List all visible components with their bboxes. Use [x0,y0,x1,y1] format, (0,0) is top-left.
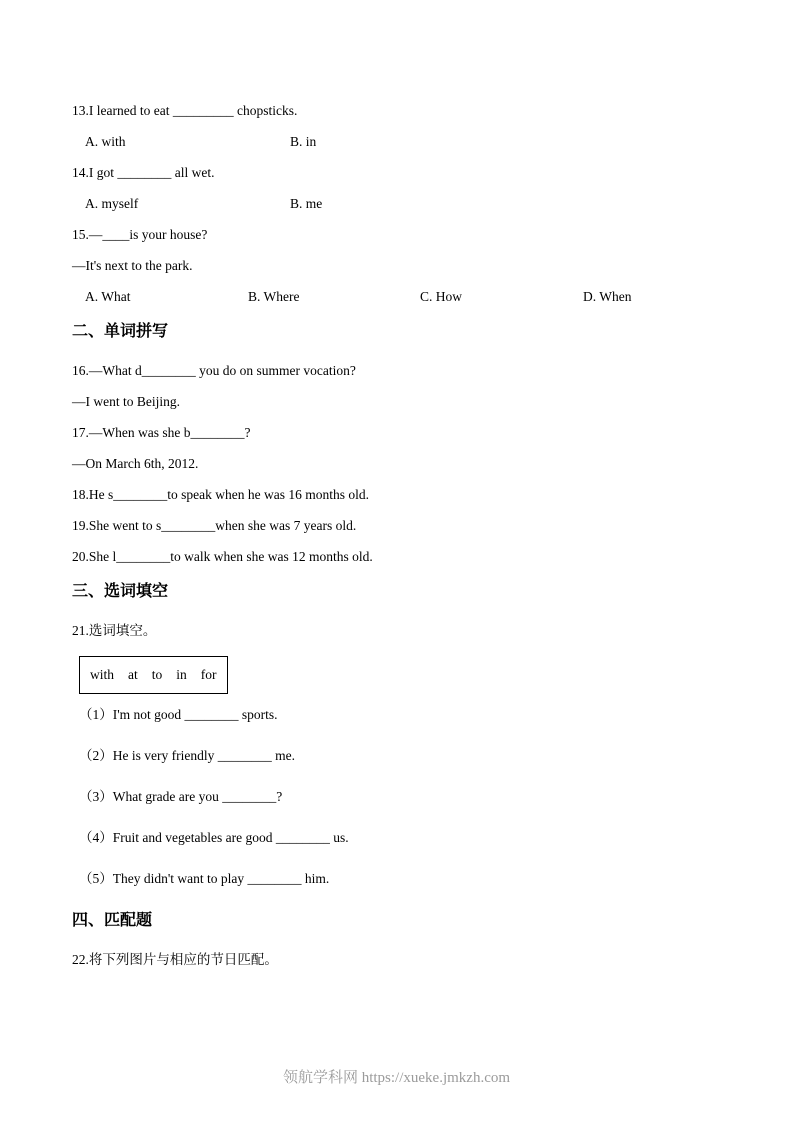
q21-item-2: （2）He is very friendly ________ me. [79,748,295,763]
q21-item-5: （5）They didn't want to play ________ him. [79,871,330,886]
word-bank-word-for: for [200,667,217,682]
word-bank-word-at: at [128,667,138,682]
section-3-title: 三、选词填空 [72,583,169,600]
question-21-stem: 21.选词填空。 [72,623,157,638]
question-13-options [72,126,721,157]
question-16-line-2: —I went to Beijing. [72,394,180,409]
question-15-options [72,281,721,312]
word-bank-word-to: to [151,667,163,682]
question-14-options [72,188,721,219]
word-bank-box [79,656,228,694]
option-15-d: D. When [583,289,632,304]
option-15-a: A. What [85,289,131,304]
section-2-title: 二、单词拼写 [72,323,169,340]
question-19-stem: 19.She went to s________when she was 7 years old. [72,518,357,533]
word-bank-wrap [72,646,721,694]
question-14-stem: 14.I got ________ all wet. [72,165,215,180]
q21-item-1: （1）I'm not good ________ sports. [79,707,278,722]
q21-item-3: （3）What grade are you ________? [79,789,283,804]
option-15-c: C. How [420,289,463,304]
option-13-a: A. with [85,134,126,149]
option-13-b: B. in [290,134,317,149]
question-18-stem: 18.He s________to speak when he was 16 months old. [72,487,369,502]
question-20-stem: 20.She l________to walk when she was 12 months old. [72,549,373,564]
question-15-answer-line: —It's next to the park. [72,258,193,273]
section-4-title: 四、匹配题 [72,912,153,929]
question-22-stem: 22.将下列图片与相应的节日匹配。 [72,952,278,967]
option-14-b: B. me [290,196,323,211]
q21-item-4: （4）Fruit and vegetables are good ________ us. [79,830,349,845]
question-15-stem: 15.—____is your house? [72,227,208,242]
question-13-stem: 13.I learned to eat _________ chopsticks. [72,103,298,118]
watermark-footer: 领航学科网 https://xueke.jmkzh.com [282,1070,511,1086]
option-15-b: B. Where [248,289,300,304]
question-17-line-1: 17.—When was she b________? [72,425,251,440]
option-14-a: A. myself [85,196,139,211]
word-bank-word-in: in [176,667,187,682]
word-bank-word-with: with [90,667,115,682]
question-17-line-2: —On March 6th, 2012. [72,456,199,471]
question-16-line-1: 16.—What d________ you do on summer vocation? [72,363,356,378]
